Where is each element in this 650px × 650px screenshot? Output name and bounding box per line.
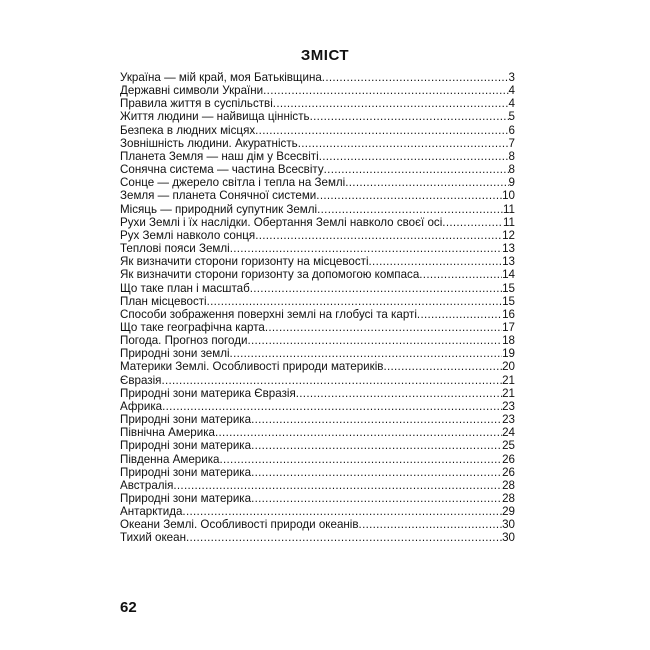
dot-leader <box>255 124 508 137</box>
table-of-contents <box>120 71 515 545</box>
dot-leader <box>251 439 502 452</box>
toc-entry <box>120 150 515 163</box>
toc-entry <box>120 400 515 413</box>
toc-entry-page: 26 <box>502 465 515 479</box>
page-number: 62 <box>120 599 137 616</box>
dot-leader <box>345 176 508 189</box>
toc-entry-page: 11 <box>502 202 515 216</box>
toc-entry-title: Природні зони материка <box>120 413 252 427</box>
toc-entry-title: Сонце — джерело світла і тепла на Землі <box>120 176 346 190</box>
toc-entry-page: 4 <box>508 97 515 111</box>
toc-entry-page: 29 <box>502 505 515 519</box>
dot-leader <box>369 255 503 268</box>
toc-entry-title: Рухи Землі і їх наслідки. Обертання Землі навколо своєї осі <box>120 215 443 229</box>
toc-entry <box>120 71 515 84</box>
toc-entry-page: 17 <box>502 320 515 334</box>
toc-entry-title: Що таке план і масштаб <box>120 281 250 295</box>
toc-entry-page: 8 <box>508 149 515 163</box>
toc-entry-title: Материки Землі. Особливості природи материків <box>120 360 384 374</box>
toc-entry-title: Як визначити сторони горизонту за допомогою компаса <box>120 268 420 282</box>
toc-entry <box>120 374 515 387</box>
toc-entry-page: 25 <box>502 439 515 453</box>
toc-entry <box>120 137 515 150</box>
toc-entry-page: 13 <box>502 255 515 269</box>
toc-entry <box>120 518 515 531</box>
dot-leader <box>263 84 508 97</box>
dot-leader <box>322 71 509 84</box>
toc-entry <box>120 308 515 321</box>
toc-entry-page: 24 <box>502 426 515 440</box>
toc-entry-title: Як визначити сторони горизонту на місцевості <box>120 255 369 269</box>
toc-entry-page: 8 <box>508 163 515 177</box>
toc-entry-page: 26 <box>502 452 515 466</box>
toc-entry <box>120 360 515 373</box>
toc-entry <box>120 505 515 518</box>
dot-leader <box>383 360 502 373</box>
toc-entry <box>120 84 515 97</box>
toc-entry-page: 20 <box>502 360 515 374</box>
toc-entry-page: 15 <box>502 281 515 295</box>
toc-entry-page: 14 <box>502 268 515 282</box>
dot-leader <box>417 308 502 321</box>
toc-entry <box>120 110 515 123</box>
dot-leader <box>316 189 502 202</box>
toc-entry-title: Природні зони материка Євразія <box>120 386 296 400</box>
toc-entry-title: Життя людини — найвища цінність <box>120 110 310 124</box>
toc-entry-title: Природні зони материка <box>120 439 252 453</box>
dot-leader <box>265 321 502 334</box>
toc-entry <box>120 203 515 216</box>
toc-entry-page: 30 <box>502 518 515 532</box>
toc-entry <box>120 189 515 202</box>
toc-entry-title: Сонячна система — частина Всесвіту <box>120 163 324 177</box>
dot-leader <box>310 110 509 123</box>
toc-entry-page: 30 <box>502 531 515 545</box>
toc-entry-page: 21 <box>502 386 515 400</box>
toc-entry <box>120 453 515 466</box>
toc-entry-page: 21 <box>502 373 515 387</box>
dot-leader <box>251 492 502 505</box>
dot-leader <box>251 413 502 426</box>
toc-entry-page: 13 <box>502 242 515 256</box>
dot-leader <box>324 163 509 176</box>
toc-entry-title: Південна Америка <box>120 452 220 466</box>
toc-entry-title: Океани Землі. Особливості природи океанів <box>120 518 359 532</box>
toc-entry-page: 4 <box>508 84 515 98</box>
toc-entry <box>120 216 515 229</box>
toc-entry-page: 18 <box>502 334 515 348</box>
toc-entry-title: План місцевості <box>120 294 207 308</box>
toc-entry <box>120 97 515 110</box>
toc-entry-title: Правила життя в суспільстві <box>120 97 273 111</box>
toc-entry-page: 28 <box>502 478 515 492</box>
toc-entry-page: 3 <box>508 71 515 84</box>
toc-entry-title: Україна — мій край, моя Батьківщина <box>120 71 322 84</box>
dot-leader <box>230 242 502 255</box>
toc-entry <box>120 229 515 242</box>
toc-entry-title: Тихий океан <box>120 531 186 545</box>
toc-entry <box>120 492 515 505</box>
toc-entry-title: Теплові пояси Землі <box>120 242 230 256</box>
toc-entry <box>120 387 515 400</box>
toc-entry-title: Африка <box>120 399 163 413</box>
dot-leader <box>250 282 502 295</box>
toc-entry-title: Природні зони материка <box>120 465 252 479</box>
toc-entry-title: Євразія <box>120 373 162 387</box>
toc-entry-title: Безпека в людних місцях <box>120 123 256 137</box>
toc-entry <box>120 334 515 347</box>
toc-entry-title: Земля — планета Сонячної системи <box>120 189 317 203</box>
toc-entry-title: Рух Землі навколо сонця <box>120 228 256 242</box>
toc-entry <box>120 176 515 189</box>
toc-entry-title: Природні зони землі <box>120 347 230 361</box>
toc-entry <box>120 439 515 452</box>
toc-entry <box>120 413 515 426</box>
toc-entry-title: Зовнішність людини. Акуратність <box>120 136 298 150</box>
toc-entry <box>120 321 515 334</box>
dot-leader <box>319 150 509 163</box>
dot-leader <box>296 387 502 400</box>
dot-leader <box>207 295 502 308</box>
dot-leader <box>247 334 502 347</box>
toc-entry-title: Природні зони материка <box>120 492 252 505</box>
toc-entry-page: 11 <box>502 215 515 229</box>
dot-leader <box>230 347 503 360</box>
toc-entry <box>120 531 515 544</box>
toc-entry-page: 12 <box>502 228 515 242</box>
dot-leader <box>219 453 502 466</box>
toc-entry-title: Державні символи України <box>120 84 264 98</box>
dot-leader <box>186 531 502 544</box>
toc-entry-page: 10 <box>502 189 515 203</box>
toc-entry-title: Австралія <box>120 478 174 492</box>
toc-entry-title: Планета Земля — наш дім у Всесвіті <box>120 149 319 163</box>
toc-entry-page: 7 <box>508 136 515 150</box>
dot-leader <box>273 97 509 110</box>
toc-entry-page: 23 <box>502 399 515 413</box>
toc-entry <box>120 466 515 479</box>
toc-entry-page: 28 <box>502 492 515 505</box>
dot-leader <box>255 229 502 242</box>
toc-entry <box>120 282 515 295</box>
page-title: ЗМІСТ <box>300 47 350 64</box>
toc-entry-page: 15 <box>502 294 515 308</box>
toc-entry <box>120 242 515 255</box>
toc-entry <box>120 479 515 492</box>
dot-leader <box>162 400 502 413</box>
toc-entry <box>120 163 515 176</box>
toc-entry-page: 5 <box>508 110 515 124</box>
dot-leader <box>298 137 509 150</box>
dot-leader <box>251 466 502 479</box>
toc-entry-page: 16 <box>502 307 515 321</box>
toc-entry-title: Антарктида <box>120 505 183 519</box>
toc-entry <box>120 347 515 360</box>
toc-entry-title: Місяць — природний супутник Землі <box>120 202 318 216</box>
dot-leader <box>317 203 503 216</box>
dot-leader <box>419 268 502 281</box>
toc-entry-page: 6 <box>508 123 515 137</box>
dot-leader <box>161 374 502 387</box>
toc-entry-title: Що таке географічна карта <box>120 320 265 334</box>
toc-entry-title: Північна Америка <box>120 426 216 440</box>
dot-leader <box>173 479 502 492</box>
toc-entry-title: Способи зображення поверхні землі на глобусі та карті <box>120 307 417 321</box>
toc-entry-page: 19 <box>502 347 515 361</box>
toc-entry <box>120 295 515 308</box>
toc-entry <box>120 426 515 439</box>
toc-entry-title: Погода. Прогноз погоди <box>120 334 248 348</box>
dot-leader <box>182 505 502 518</box>
dot-leader <box>215 426 502 439</box>
toc-entry <box>120 255 515 268</box>
toc-entry-page: 23 <box>502 413 515 427</box>
toc-entry <box>120 124 515 137</box>
dot-leader <box>442 216 503 229</box>
toc-entry <box>120 268 515 281</box>
dot-leader <box>359 518 503 531</box>
toc-entry-page: 9 <box>508 176 515 190</box>
